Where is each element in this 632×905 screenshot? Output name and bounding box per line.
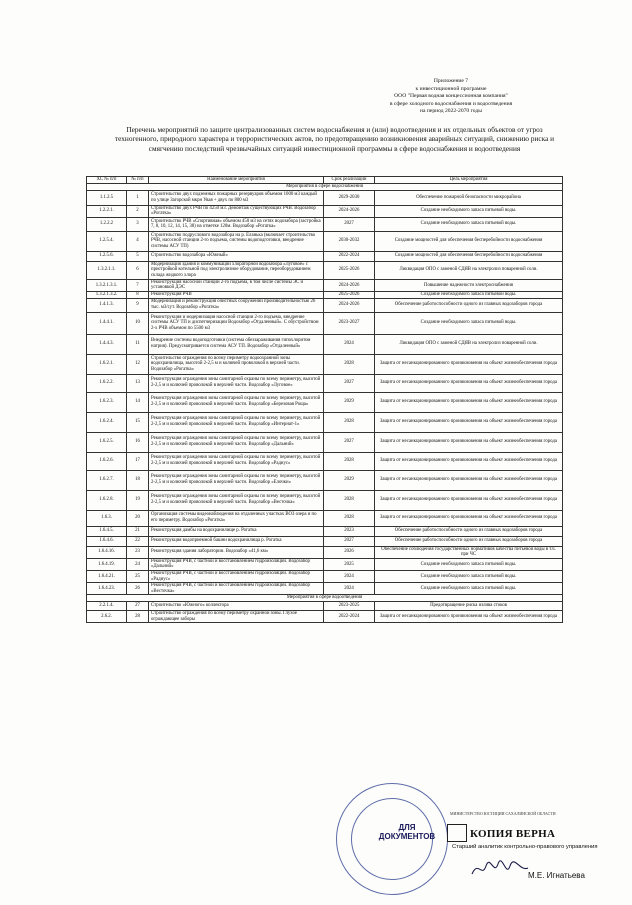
table-row [87,374,563,392]
row-goal: Создание мощностей для обеспечения бесперебойности водоснабжения [375,231,563,251]
row-code: 1.6.3. [87,510,127,526]
row-number: 2 [127,205,149,217]
table-row [87,610,563,622]
row-code: 1.2.5.6. [87,251,127,261]
row-goal: Защита от несанкционированного проникновения на объект жизнеобеспечения города [375,510,563,526]
row-term: 2025-2026 [324,291,375,298]
row-number: 26 [127,583,149,595]
row-term: 2028 [324,452,375,470]
copy-stamp-title: КОПИЯ ВЕРНА [470,828,556,840]
row-code: 1.4.4.3. [87,334,127,354]
row-number: 5 [127,251,149,261]
row-name: Реконструкция ограждения зоны санитарной охраны по всему периметру, высотой 2-2,5 м и колючей проволокой в верхней части. Водозабор «Радиус» [149,452,324,470]
appendix-note [366,78,536,116]
row-name: Строительство «Южного» коллектора [149,601,324,610]
row-name: Реконструкция РЧВ, с частной и восстановлением гидроизоляции. Водозабор «Радиус» [149,570,324,582]
row-name: Строительство водозабора «Южный» [149,251,324,261]
row-goal: Создание необходимого запаса питьевой воды. [375,558,563,570]
row-code: 1.2.2.2 [87,217,127,231]
section-title: Мероприятия в сфере водоотведения [87,595,563,602]
table-row [87,470,563,490]
row-goal: Обеспечение работоспособности одного из главных водозаборов города [375,536,563,546]
row-code: 1.6.2.4. [87,412,127,432]
signatory-name: М.Е. Игнатьева [528,871,585,880]
row-code: 1.1.2.5 [87,190,127,205]
row-number: 23 [127,546,149,558]
row-number: 22 [127,536,149,546]
row-code: 1.6.2.2. [87,374,127,392]
row-number: 11 [127,334,149,354]
section-title: Мероприятия в сфере водоснабжения [87,184,563,191]
row-term: 2022-2024 [324,251,375,261]
row-term: 2025-2026 [324,261,375,279]
table-header-row [87,177,563,184]
row-number: 4 [127,231,149,251]
row-code: 1.6.4.19. [87,558,127,570]
header-name: Наименование мероприятия [149,177,324,184]
row-number: 28 [127,610,149,622]
section-row [87,595,563,602]
row-number: 10 [127,312,149,334]
row-number: 16 [127,432,149,452]
table-row [87,583,563,595]
row-term: 2023-2027 [324,312,375,334]
row-name: Строительство двух подземных пожарных резервуаров объемом 1000 м3 каждый по улице Загорской мкрн Увая + двух по 800 м3 [149,190,324,205]
table-row [87,334,563,354]
row-code: 1.3.2.1.3.1. [87,279,127,291]
row-code: 2.2.1.4. [87,601,127,610]
row-name: Реконструкция ограждения зоны санитарной охраны по всему периметру, высотой 2-2,5 м и колючей проволокой в верхней части. Водозабор «Луговое» [149,374,324,392]
table-row [87,217,563,231]
row-goal: Предотвращение риска излива стоков [375,601,563,610]
row-number: 24 [127,558,149,570]
row-goal: Защита от несанкционированного проникновения на объект жизнеобеспечения города [375,610,563,622]
table-row [87,526,563,536]
row-term: 2023-2025 [324,601,375,610]
row-term: 2024 [324,583,375,595]
row-goal: Повышение надежности электроснабжения [375,279,563,291]
row-number: 20 [127,510,149,526]
row-goal: Обеспечение работоспособности одного из главных водозаборов города [375,526,563,536]
row-code: 2.6.2. [87,610,127,622]
table-row [87,452,563,470]
row-name: Строительство ограждения по всему периметру водоохранной зоны водохранилища, высотой 2-2,5 м и колючей проволокой в верхней части. Водозабор «Рогатка» [149,354,324,374]
row-name: Реконструкция здания лаборатории. Водозабор «41,6 км» [149,546,324,558]
row-term: 2024 [324,570,375,582]
row-name: Строительство подруслового водозабора на р. Еланька (включает строительство РЧВ, насосной станции 2-го подъема, системы водоподготовки, внедрение системы АСУ ТП) [149,231,324,251]
row-code: 1.4.4.1. [87,312,127,334]
row-number: 12 [127,354,149,374]
table-row [87,205,563,217]
row-goal: Создание необходимого запаса питьевой воды. [375,583,563,595]
row-number: 27 [127,601,149,610]
row-number: 18 [127,470,149,490]
copy-stamp-box [447,824,467,842]
row-name: Реконструкция дамбы на водохранилище р. Рогатка [149,526,324,536]
header-goal: Цель мероприятия [375,177,563,184]
row-number: 8 [127,291,149,298]
row-term: 2028 [324,354,375,374]
row-number: 3 [127,217,149,231]
row-number: 17 [127,452,149,470]
row-code: 1.6.2.3. [87,392,127,412]
row-number: 25 [127,570,149,582]
row-goal: Обеспечение пожарной безопасности микрорайона [375,190,563,205]
row-code: 1.6.2.7. [87,470,127,490]
measures-table [86,176,563,623]
header-number: № п/п [127,177,149,184]
row-name: Реконструкция ограждения зоны санитарной охраны по всему периметру, высотой 2-2,5 м и колючей проволокой в верхней части. Водозабор «Елочки» [149,470,324,490]
row-name: Строительство РЧВ «Спортивная» объемом 450 м3 на сетях водозабора (застройка 7, 8, 10, 12, 14, 15, 38) на отметке 120м. Водозабор «Рогатка» [149,217,324,231]
table-row [87,261,563,279]
row-term: 2029 [324,392,375,412]
row-code: 1.6.2.5. [87,432,127,452]
table-row [87,601,563,610]
row-goal: Защита от несанкционированного проникновения на объект жизнеобеспечения города [375,452,563,470]
row-goal: Создание мощностей для обеспечения бесперебойности водоснабжения [375,251,563,261]
table-row [87,251,563,261]
row-name: Реконструкция ограждения зоны санитарной охраны по всему периметру, высотой 2-2,5 м и колючей проволокой в верхней части. Водозабор «Дальний» [149,432,324,452]
row-code: 1.6.4.21. [87,570,127,582]
header-term: Срок реализации [324,177,375,184]
table-row [87,490,563,510]
row-number: 7 [127,279,149,291]
row-goal: Защита от несанкционированного проникновения на объект жизнеобеспечения города [375,490,563,510]
table-row [87,570,563,582]
round-stamp-text: ДЛЯ ДОКУМЕНТОВ [378,823,436,841]
row-goal: Защита от несанкционированного проникновения на объект жизнеобеспечения города [375,470,563,490]
copy-stamp-subtitle: Старший аналитик контрольно-правового управления [452,844,598,850]
row-goal: Защита от несанкционированного проникновения на объект жизнеобеспечения города [375,354,563,374]
table-row [87,190,563,205]
row-name: Реконструкция ограждения зоны санитарной охраны по всему периметру, высотой 2-2,5 м и колючей проволокой в верхней части. Водозабор «Березовая Роща» [149,392,324,412]
row-term: 2024 [324,334,375,354]
row-term: 2027 [324,432,375,452]
row-code: 1.6.2.8. [87,490,127,510]
appendix-line: к инвестиционной программе [415,85,487,92]
row-goal: Создание необходимого запаса питьевой воды. [375,217,563,231]
row-name: Модернизация здания и коммуникаций хлораторной водозабора «Луговое» с пристройкой котельной под электролизное оборудование, переоборудованием склада жидкого хлора [149,261,324,279]
row-goal: Создание необходимого запаса питьевой воды. [375,570,563,582]
row-name: Строительство ограждения по всему периметру охранной зоны. Глухое ограждающее заборы [149,610,324,622]
appendix-line: Приложение 7 [433,78,469,84]
row-number: 6 [127,261,149,279]
row-term: 2024-2026 [324,298,375,312]
row-name: Реконструкция РЧВ [149,291,324,298]
header-code: ХС № п/п [87,177,127,184]
row-goal: Создание необходимого запаса питьевой воды. [375,205,563,217]
row-term: 2028 [324,412,375,432]
row-name: Внедрение системы водоподготовки (система обеззараживания гипохлоритом натрия). Предусматривается система АСУ ТП. Водозабор «Отдаленный» [149,334,324,354]
row-name: Строительство двух РЧВ по 4250 м3. Демонтаж существующих РЧВ. Водозабор «Рогатка» [149,205,324,217]
table-row [87,279,563,291]
row-name: Организация системы видеонаблюдения на отдаленных участках ВОЗ озера и по его периметру. Водозабор «Рогатка» [149,510,324,526]
table-row [87,558,563,570]
row-number: 19 [127,490,149,510]
table-row [87,510,563,526]
row-term: 2030-2032 [324,231,375,251]
row-code: 1.2.2.1. [87,205,127,217]
row-number: 14 [127,392,149,412]
row-code: 1.4.1.3. [87,298,127,312]
row-code: 1.6.4.6. [87,536,127,546]
table-row [87,354,563,374]
row-term: 2029-2030 [324,190,375,205]
row-name: Реконструкция ограждения зоны санитарной охраны по всему периметру, высотой 2-2,5 м и колючей проволокой в верхней части. Водозабор «Весточка» [149,490,324,510]
section-row [87,184,563,191]
appendix-line: на период 2022-2070 годы [419,108,483,115]
row-goal: Обеспечение соблюдения государственных нормативов качества питьевой воды в т.ч. при ЧС [375,546,563,558]
row-term: 2025 [324,558,375,570]
row-name: Реконструкция насосной станции 2-го подъема, в том числе системы ЭС и установкой ДЭС [149,279,324,291]
row-goal: Создание необходимого запаса питьевой воды. [375,291,563,298]
row-code: 1.3.2.1.1. [87,261,127,279]
table-row [87,231,563,251]
table-row [87,536,563,546]
row-name: Модернизация и реконструкция очистных сооружений производительностью 26 тыс. м3/сут. Водозабор «Рогатка» [149,298,324,312]
row-goal: Защита от несанкционированного проникновения на объект жизнеобеспечения города [375,412,563,432]
row-name: Реконструкция РЧВ, с частной и восстановлением гидроизоляции. Водозабор «Весточка» [149,583,324,595]
table-row [87,432,563,452]
row-number: 9 [127,298,149,312]
row-goal: Защита от несанкционированного проникновения на объект жизнеобеспечения города [375,432,563,452]
document-title: Перечень мероприятий по защите централизованных систем водоснабжения и (или) водоотведения и их отдельных объектов от угроз техногенного, природного характера и террористических актов, по предотвращению возникновения аварийных ситуаций, снижению риска и смягчению последствий чрезвычайных ситуаций инвестиционной программы в сфере водоснабжения и водоотведения [114,125,555,153]
row-goal: Ликвидация ОПО с заменой СДЯВ на электролиз поваренной соли. [375,261,563,279]
table-row [87,392,563,412]
row-term: 2024-2026 [324,279,375,291]
row-name: Реконструкция и модернизация насосной станции 2-го подъема, внедрение системы АСУ ТП и диспетчеризации Водозабор «Отдаленный». С обустройством 2-х РЧВ объемом по 5500 м3 [149,312,324,334]
table-row [87,312,563,334]
row-term: 2028 [324,510,375,526]
row-term: 2027 [324,217,375,231]
row-number: 21 [127,526,149,536]
table-row [87,412,563,432]
signature [470,858,530,880]
row-term: 2022-2024 [324,610,375,622]
appendix-line: в сфере холодного водоснабжения и водоотведения [389,100,513,107]
row-goal: Обеспечение работоспособности одного из главных водозаборов города [375,298,563,312]
row-name: Реконструкция водоприемной башни водохранилища р. Рогатка [149,536,324,546]
table-row [87,546,563,558]
row-goal: Защита от несанкционированного проникновения на объект жизнеобеспечения города [375,392,563,412]
row-term: 2026 [324,546,375,558]
row-code: 1.2.5.4. [87,231,127,251]
row-number: 13 [127,374,149,392]
row-code: 1.6.2.1. [87,354,127,374]
row-term: 2029 [324,470,375,490]
row-code: 1.6.4.16. [87,546,127,558]
appendix-line: ООО "Первая водная концессионная компания" [394,93,508,100]
row-code: 1.6.4.5. [87,526,127,536]
row-code: 1.3.2.1.3.2. [87,291,127,298]
row-term: 2024-2026 [324,205,375,217]
row-term: 2023 [324,526,375,536]
row-goal: Создание необходимого запаса питьевой воды. [375,312,563,334]
table-row [87,291,563,298]
table-row [87,298,563,312]
row-number: 1 [127,190,149,205]
row-code: 1.6.2.6. [87,452,127,470]
row-name: Реконструкция РЧВ, с частной и восстановлением гидроизоляции. Водозабор «Дальний» [149,558,324,570]
copy-stamp-header: МИНИСТЕРСТВО ЮСТИЦИИ САХАЛИНСКОЙ ОБЛАСТИ [450,811,556,816]
row-name: Реконструкция ограждения зоны санитарной охраны по всему периметру, высотой 2-2,5 м и колючей проволокой в верхней части. Водозабор «Интернат-1» [149,412,324,432]
row-code: 1.6.4.23. [87,583,127,595]
row-term: 2028 [324,490,375,510]
row-goal: Ликвидация ОПО с заменой СДЯВ на электролиз поваренной соли. [375,334,563,354]
row-number: 15 [127,412,149,432]
row-term: 2027 [324,374,375,392]
row-goal: Защита от несанкционированного проникновения на объект жизнеобеспечения города [375,374,563,392]
row-term: 2027 [324,536,375,546]
